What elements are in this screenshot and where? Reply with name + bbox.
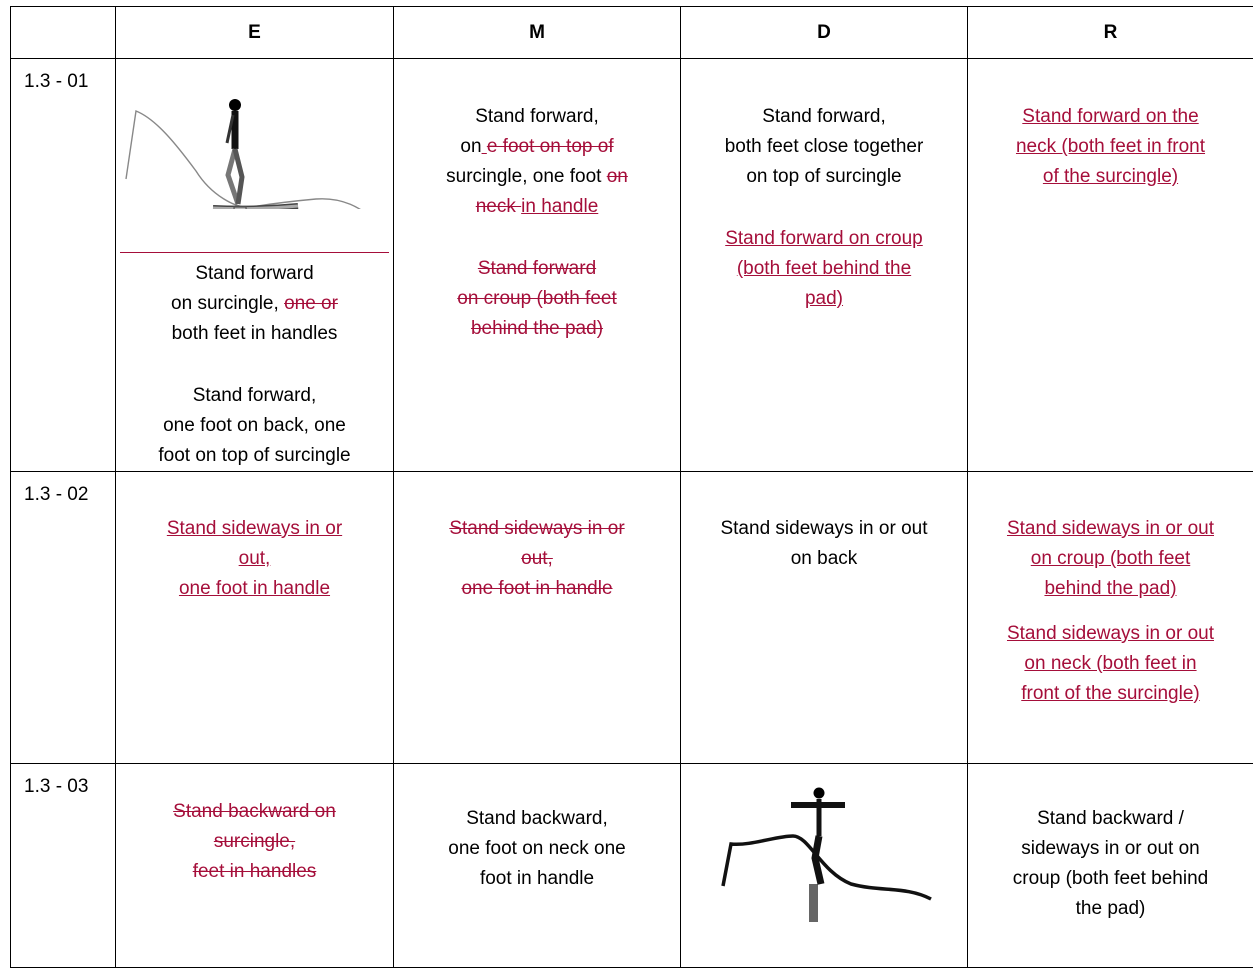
inserted-text: neck (both feet in front [968,132,1253,162]
inserted-text: Stand sideways in or out [968,514,1253,544]
inserted-text: one foot in handle [116,574,393,604]
text-line [394,192,680,222]
text-line [394,132,680,162]
r-text-block [968,804,1253,924]
inserted-text: (both feet behind the [681,254,967,284]
deleted-text: one foot in handle [394,574,680,604]
vaulter-standing-arms-out-figure-icon [681,774,966,944]
m-text-block [394,514,680,604]
cell-m [394,764,681,968]
text-line: both feet close together [681,132,967,162]
row-id: 1.3 - 02 [11,472,116,764]
exercise-table [10,6,1253,968]
r-text-block [968,514,1253,709]
vaulter-standing-forward-figure-icon [116,59,392,209]
inserted-text: on croup (both feet [968,544,1253,574]
inserted-text: in handle [521,196,598,217]
deleted-text: neck [476,196,521,217]
cell-d [681,764,968,968]
text-line: Stand forward, [116,381,393,411]
text-line: Stand forward [116,259,393,289]
cell-m [394,59,681,472]
deleted-text: Stand forward [394,254,680,284]
cell-e [116,764,394,968]
deleted-text: out, [394,544,680,574]
text-line: Stand sideways in or out [681,514,967,544]
deleted-text: surcingle, [116,827,393,857]
inserted-text: Stand forward on croup [681,224,967,254]
text-run: surcingle, one foot [446,166,607,187]
text-line: sideways in or out on [968,834,1253,864]
m-text-block [394,804,680,894]
row-id: 1.3 - 03 [11,764,116,968]
table-row [11,472,1253,764]
deleted-text: feet in handles [116,857,393,887]
header-m: M [394,7,681,59]
text-line: foot in handle [394,864,680,894]
cell-r [968,764,1253,968]
inserted-text: behind the pad) [968,574,1253,604]
header-row [11,7,1253,59]
text-line: Stand backward, [394,804,680,834]
row-id: 1.3 - 01 [11,59,116,472]
inserted-text: Stand forward on the [968,102,1253,132]
cell-e [116,59,394,472]
r-text-block [968,102,1253,192]
deleted-text: behind the pad) [394,314,680,344]
text-line: one foot on neck one [394,834,680,864]
text-line: on top of surcingle [681,162,967,192]
text-line: Stand forward, [394,102,680,132]
cell-d [681,59,968,472]
inserted-text: front of the surcingle) [968,679,1253,709]
deleted-text: on croup (both feet [394,284,680,314]
deleted-text: Stand sideways in or [394,514,680,544]
inserted-text: Stand sideways in or out [968,619,1253,649]
header-e: E [116,7,394,59]
deleted-text: one or [284,293,338,314]
figure-divider [120,252,389,253]
inserted-text: pad) [681,284,967,314]
text-line: foot on top of surcingle [116,441,393,471]
text-line: one foot on back, one [116,411,393,441]
inserted-text: on neck (both feet in [968,649,1253,679]
text-line: croup (both feet behind [968,864,1253,894]
text-line: Stand forward, [681,102,967,132]
header-blank [11,7,116,59]
d-text-block [681,514,967,574]
table-row [11,764,1253,968]
text-line: the pad) [968,894,1253,924]
cell-r [968,472,1253,764]
inserted-text: of the surcingle) [968,162,1253,192]
text-line: on back [681,544,967,574]
d-text-block [681,102,967,314]
cell-r [968,59,1253,472]
e-text-block [116,259,393,471]
cell-d [681,472,968,764]
deleted-text: Stand backward on [116,797,393,827]
inserted-text: out, [116,544,393,574]
e-text-block [116,797,393,887]
text-run: on surcingle, [171,293,284,314]
text-line [394,162,680,192]
inserted-text: Stand sideways in or [116,514,393,544]
deleted-text: e foot on top of [487,136,614,157]
cell-e [116,472,394,764]
table-row [11,59,1253,472]
deleted-text: on [607,166,628,187]
text-line: both feet in handles [116,319,393,349]
header-d: D [681,7,968,59]
m-text-block [394,102,680,344]
text-line: Stand backward / [968,804,1253,834]
cell-m [394,472,681,764]
header-r: R [968,7,1253,59]
e-text-block [116,514,393,604]
text-line [116,289,393,319]
text-run: on [460,136,481,157]
